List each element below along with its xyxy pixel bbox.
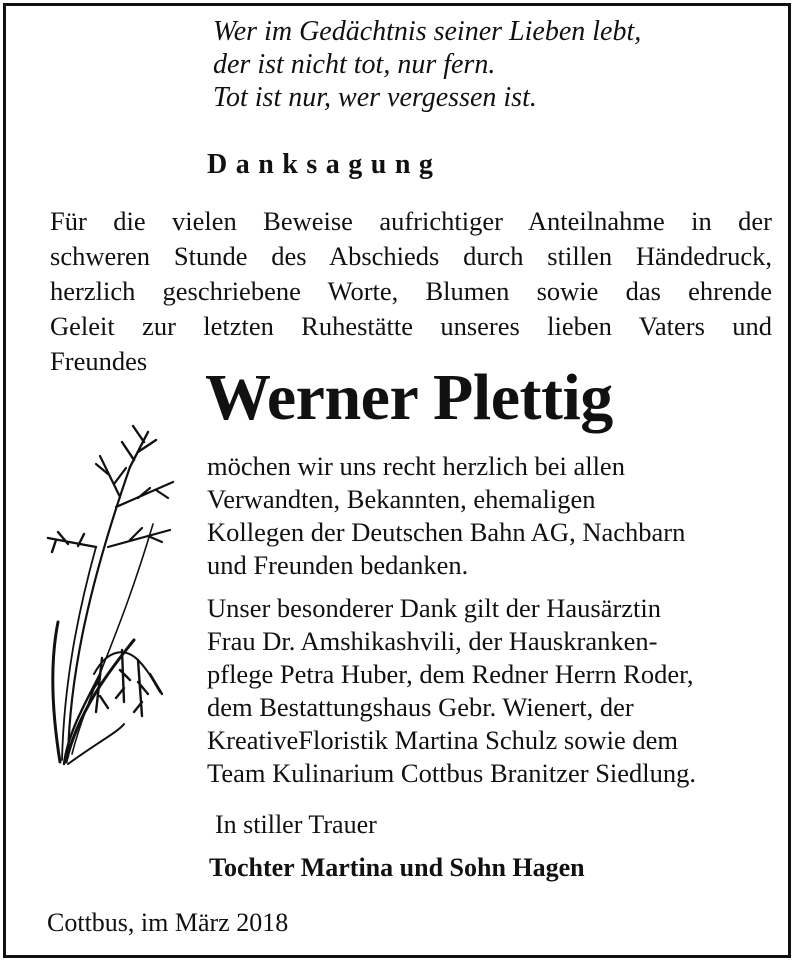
intro-paragraph xyxy=(50,204,772,379)
intro-line: herzlich geschriebene Worte, Blumen sowie das ehrende xyxy=(50,276,772,306)
thanks-line: und Freunden bedanken. xyxy=(207,550,469,580)
thanks-line: Kollegen der Deutschen Bahn AG, Nachbarn xyxy=(207,517,686,547)
signers: Tochter Martina und Sohn Hagen xyxy=(209,853,585,882)
motto-line: Tot ist nur, wer vergessen ist. xyxy=(213,82,537,113)
mourning-text: In stiller Trauer xyxy=(215,810,377,839)
heading-danksagung: Danksagung xyxy=(207,149,442,180)
intro-line: Freundes xyxy=(50,346,148,376)
motto-line: der ist nicht tot, nur fern. xyxy=(213,49,496,80)
special-thanks-line: Team Kulinarium Cottbus Branitzer Siedlung. xyxy=(207,758,697,788)
deceased-name: Werner Plettig xyxy=(205,361,613,434)
motto-line: Wer im Gedächtnis seiner Lieben lebt, xyxy=(213,16,642,47)
thanks-line: möchen wir uns recht herzlich bei allen xyxy=(207,451,625,481)
special-thanks-line: Unser besonderer Dank gilt der Hausärztin xyxy=(207,593,662,623)
intro-line: Geleit zur letzten Ruhestätte unseres lieben Vaters und xyxy=(50,311,772,341)
special-thanks-line: KreativeFloristik Martina Schulz sowie dem xyxy=(207,725,679,755)
intro-line: schweren Stunde des Abschieds durch stillen Händedruck, xyxy=(50,241,772,271)
intro-line: Für die vielen Beweise aufrichtiger Anteilnahme in der xyxy=(50,206,772,236)
special-thanks-paragraph xyxy=(207,592,696,790)
thanks-paragraph xyxy=(207,450,685,582)
special-thanks-line: Frau Dr. Amshikashvili, der Hauskranken- xyxy=(207,626,658,656)
special-thanks-line: pflege Petra Huber, dem Redner Herrn Roder, xyxy=(207,659,694,689)
thanks-line: Verwandten, Bekannten, ehemaligen xyxy=(207,484,596,514)
place-and-date: Cottbus, im März 2018 xyxy=(47,908,289,937)
grass-illustration-icon xyxy=(38,412,188,772)
special-thanks-line: dem Bestattungshaus Gebr. Wienert, der xyxy=(207,692,634,722)
motto-verse xyxy=(213,15,641,114)
